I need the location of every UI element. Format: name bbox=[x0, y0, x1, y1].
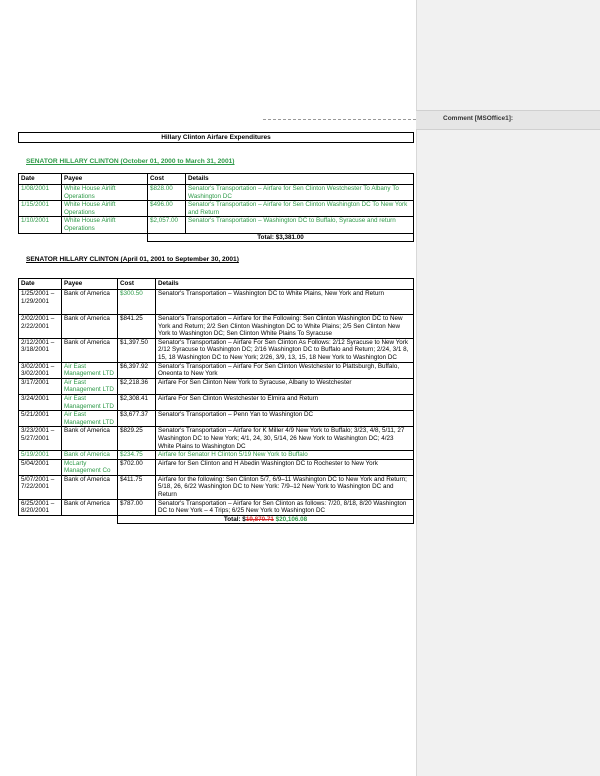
section1-total: Total: $3,381.00 bbox=[148, 233, 414, 242]
col-details: Details bbox=[156, 279, 414, 290]
section2-table bbox=[18, 278, 414, 524]
section2-heading: SENATOR HILLARY CLINTON (April 01, 2001 to September 30, 2001) bbox=[26, 256, 239, 263]
cell-details: Airfare for Sen Clinton and H Abedin Washington DC to Rochester to New York bbox=[156, 459, 414, 475]
cell-cost: $496.00 bbox=[148, 201, 186, 217]
cell-date: 5/19/2001 bbox=[19, 451, 62, 460]
cell-payee: Bank of America bbox=[62, 290, 118, 315]
cell-payee: Bank of America bbox=[62, 475, 118, 499]
cell-details: Senator's Transportation – Airfare for Sen Clinton as follows: 7/20, 8/18, 8/20 Washington DC to New York – 4 Trips; 6/25 New York to Washington DC bbox=[156, 499, 414, 515]
section1-table bbox=[18, 173, 414, 242]
cell-cost: $2,218.36 bbox=[118, 378, 156, 394]
table-row bbox=[19, 290, 414, 315]
cell-cost: $411.75 bbox=[118, 475, 156, 499]
comment-connector bbox=[263, 119, 416, 120]
cell-date: 1/08/2001 bbox=[19, 185, 62, 201]
col-cost: Cost bbox=[118, 279, 156, 290]
table-row bbox=[19, 451, 414, 460]
cell-cost: $6,397.92 bbox=[118, 362, 156, 378]
table-row bbox=[19, 201, 414, 217]
cell-payee: Bank of America bbox=[62, 427, 118, 451]
cell-payee: Air East Management LTD bbox=[62, 378, 118, 394]
table-row bbox=[19, 338, 414, 362]
cell-cost: $702.00 bbox=[118, 459, 156, 475]
cell-payee: Bank of America bbox=[62, 451, 118, 460]
cell-details: Senator's Transportation – Airfare for K Miller 4/9 New York to Buffalo; 3/23, 4/8, 5/11, 27 Washington DC to New York; 4/1, 24, 30, 5/14, 26 New York to Washington DC; 4/23 White Plains to Washington DC bbox=[156, 427, 414, 451]
table-row bbox=[19, 427, 414, 451]
comment-label: Comment [MSOffice1]: bbox=[443, 115, 514, 122]
cell-date: 3/24/2001 bbox=[19, 394, 62, 410]
cell-date: 1/15/2001 bbox=[19, 201, 62, 217]
cell-cost: $828.00 bbox=[148, 185, 186, 201]
cell-cost: $787.00 bbox=[118, 499, 156, 515]
cell-payee: White House Airlift Operations bbox=[62, 201, 148, 217]
col-date: Date bbox=[19, 174, 62, 185]
cell-details: Senator's Transportation – Washington DC to White Plains, New York and Return bbox=[156, 290, 414, 315]
cell-payee: Air East Management LTD bbox=[62, 362, 118, 378]
cell-details: Senator's Transportation – Airfare For Sen Clinton As Follows: 2/12 Syracuse to New York 2/12 Syracuse to Washington DC; 2/16 Washington DC to Buffalo and Return; 2/24, 3/1 8, 15, 18 Washington DC to New York; 2/26, 3/9, 13, 15, 18 New York to Washington DC bbox=[156, 338, 414, 362]
cell-payee: Air East Management LTD bbox=[62, 394, 118, 410]
cell-details: Senator's Transportation – Washington DC to Buffalo, Syracuse and return bbox=[186, 217, 414, 233]
cell-date: 6/25/2001 – 8/20/2001 bbox=[19, 499, 62, 515]
cell-date: 5/21/2001 bbox=[19, 411, 62, 427]
cell-details: Airfare for the following: Sen Clinton 5/7, 6/9–11 Washington DC to New York and Return; 5/18, 26, 6/22 Washington DC to New York: 7/9–12 New York to Washington DC and Return bbox=[156, 475, 414, 499]
document-title: Hillary Clinton Airfare Expenditures bbox=[18, 132, 414, 143]
cell-details: Airfare for Senator H Clinton 5/19 New York to Buffalo bbox=[156, 451, 414, 460]
cell-date: 3/17/2001 bbox=[19, 378, 62, 394]
cell-date: 2/12/2001 – 3/18/2001 bbox=[19, 338, 62, 362]
section1-heading: SENATOR HILLARY CLINTON (October 01, 2000 to March 31, 2001) bbox=[26, 158, 235, 165]
col-payee: Payee bbox=[62, 279, 118, 290]
cell-payee: White House Airlift Operations bbox=[62, 217, 148, 233]
cell-cost: $234.75 bbox=[118, 451, 156, 460]
table-row bbox=[19, 411, 414, 427]
cell-payee: Air East Management LTD bbox=[62, 411, 118, 427]
cell-cost: $1,397.50 bbox=[118, 338, 156, 362]
cell-details: Senator's Transportation – Airfare for Sen Clinton Washington DC To New York and Return bbox=[186, 201, 414, 217]
table-row bbox=[19, 217, 414, 233]
table-row bbox=[19, 185, 414, 201]
cell-details: Senator's Transportation – Airfare For Sen Clinton Westchester to Plattsburgh, Buffalo, Oneonta to New York bbox=[156, 362, 414, 378]
cell-payee: Bank of America bbox=[62, 499, 118, 515]
cell-date: 5/04/2001 bbox=[19, 459, 62, 475]
cell-date: 1/10/2001 bbox=[19, 217, 62, 233]
table-row bbox=[19, 459, 414, 475]
table-row bbox=[19, 362, 414, 378]
cell-details: Airfare For Sen Clinton New York to Syracuse, Albany to Westchester bbox=[156, 378, 414, 394]
cell-payee: White House Airlift Operations bbox=[62, 185, 148, 201]
total-deleted: 19,870.71 bbox=[245, 515, 274, 523]
col-date: Date bbox=[19, 279, 62, 290]
cell-cost: $300.50 bbox=[118, 290, 156, 315]
cell-details: Senator's Transportation – Airfare for Sen Clinton Westchester To Albany To Washington DC bbox=[186, 185, 414, 201]
cell-payee: McLarty Management Co bbox=[62, 459, 118, 475]
cell-date: 2/02/2001 – 2/22/2001 bbox=[19, 315, 62, 339]
cell-cost: $841.25 bbox=[118, 315, 156, 339]
table-row bbox=[19, 378, 414, 394]
table-row bbox=[19, 475, 414, 499]
col-details: Details bbox=[186, 174, 414, 185]
cell-cost: $3,677.37 bbox=[118, 411, 156, 427]
total-prefix: Total: $ bbox=[223, 515, 246, 523]
cell-date: 5/07/2001 – 7/22/2001 bbox=[19, 475, 62, 499]
cell-date: 3/02/2001 – 3/02/2001 bbox=[19, 362, 62, 378]
table-header-row bbox=[19, 279, 414, 290]
cell-payee: Bank of America bbox=[62, 338, 118, 362]
cell-date: 3/23/2001 – 5/27/2001 bbox=[19, 427, 62, 451]
table-row bbox=[19, 394, 414, 410]
total-inserted: $20,106.08 bbox=[275, 515, 308, 523]
cell-details: Senator's Transportation – Penn Yan to Washington DC bbox=[156, 411, 414, 427]
col-cost: Cost bbox=[148, 174, 186, 185]
table-header-row bbox=[19, 174, 414, 185]
cell-details: Senator's Transportation – Airfare for the Following: Sen Clinton Washington DC to New York and Return; 2/2 Sen Clinton Washington DC to White Plains; 2/5 Sen Clinton New York to Washington DC; Sen Clinton White Plains To Syracuse bbox=[156, 315, 414, 339]
cell-date: 1/25/2001 – 1/29/2001 bbox=[19, 290, 62, 315]
cell-cost: $2,308.41 bbox=[118, 394, 156, 410]
cell-cost: $829.25 bbox=[118, 427, 156, 451]
cell-cost: $2,057.00 bbox=[148, 217, 186, 233]
table-row bbox=[19, 315, 414, 339]
cell-details: Airfare For Sen Clinton Westchester to Elmira and Return bbox=[156, 394, 414, 410]
col-payee: Payee bbox=[62, 174, 148, 185]
cell-payee: Bank of America bbox=[62, 315, 118, 339]
section2-total bbox=[118, 515, 414, 524]
table-row bbox=[19, 499, 414, 515]
